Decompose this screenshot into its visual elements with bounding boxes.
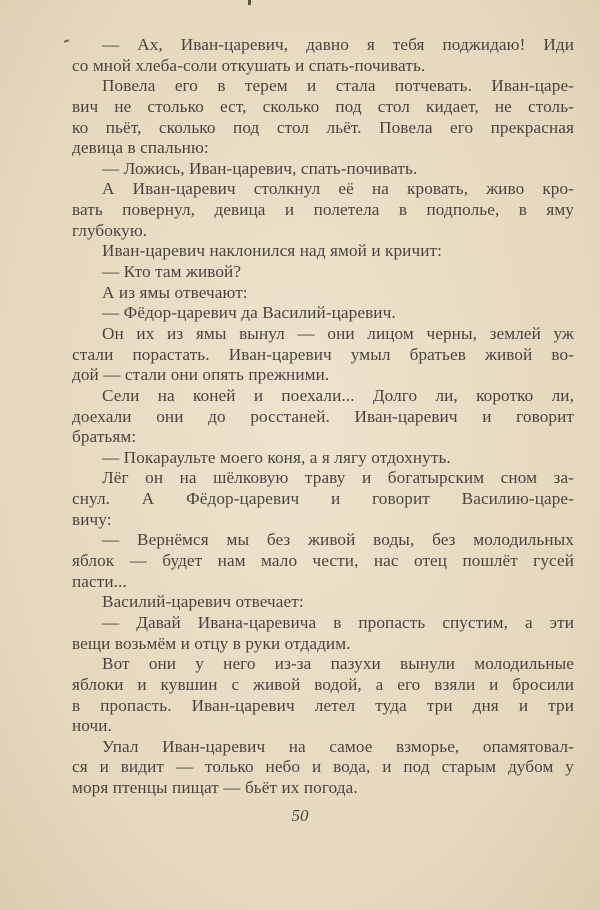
text-line: пасти... — [72, 571, 127, 591]
text-line: — Ложись, Иван-царевич, спать-почивать. — [102, 158, 418, 178]
text-line: вич не столько ест, сколько под стол кидает, не столь- — [72, 96, 574, 116]
page-number: 50 — [291, 806, 309, 825]
text-line: Василий-царевич отвечает: — [102, 592, 304, 612]
page-body-text — [72, 35, 574, 799]
text-line: в пропасть. Иван-царевич летел туда три дня и три — [72, 695, 574, 715]
text-line: Упал Иван-царевич на самое взморье, опамятовал- — [102, 736, 574, 756]
text-line: яблок — будет нам мало чести, нас отец пошлёт гусей — [72, 551, 574, 571]
text-line: стали порастать. Иван-царевич умыл братьев живой во- — [72, 344, 574, 364]
text-line: глубокую. — [72, 220, 148, 240]
text-line: доехали они до росстаней. Иван-царевич и говорит — [72, 406, 574, 426]
text-line: Лёг он на шёлковую траву и богатырским сном за- — [102, 468, 574, 488]
text-line: Повела его в терем и стала потчевать. Иван-царе- — [102, 76, 574, 96]
text-line: яблоки и кувшин с живой водой, а его взяли и бросили — [72, 674, 574, 694]
text-line: вать повернул, девица и полетела в подполье, в яму — [72, 200, 574, 220]
text-line: моря птенцы пищат — бьёт их погода. — [72, 778, 358, 798]
text-line: — Вернёмся мы без живой воды, без молодильных — [102, 530, 574, 550]
text-line: — Давай Ивана-царевича в пропасть спустим, а эти — [102, 612, 574, 632]
text-line: Сели на коней и поехали... Долго ли, коротко ли, — [102, 385, 574, 405]
text-line: — Кто там живой? — [102, 262, 242, 282]
text-line: вещи возьмём и отцу в руки отдадим. — [72, 633, 351, 653]
text-line: братьям: — [72, 427, 137, 447]
text-line: ся и видит — только небо и вода, и под старым дубом у — [72, 757, 574, 777]
text-line: ко пьёт, сколько под стол льёт. Повела его прекрасная — [72, 117, 574, 137]
text-line: — Фёдор-царевич да Василий-царевич. — [102, 303, 396, 323]
text-line: А Иван-царевич столкнул её на кровать, живо кро- — [102, 179, 574, 199]
text-line: — Покараульте моего коня, а я лягу отдохнуть. — [102, 447, 451, 467]
print-mark — [64, 39, 69, 43]
text-line: девица в спальню: — [72, 138, 209, 158]
text-line: со мной хлеба-соли откушать и спать-почивать. — [72, 55, 426, 75]
text-line: вичу: — [72, 509, 112, 529]
text-line: ночи. — [72, 716, 112, 736]
text-line: А из ямы отвечают: — [102, 282, 248, 302]
print-speck — [248, 0, 251, 5]
text-line: Иван-царевич наклонился над ямой и кричит: — [102, 241, 443, 261]
text-line: снул. А Фёдор-царевич и говорит Василию-царе- — [72, 489, 574, 509]
text-line: Вот они у него из-за пазухи вынули молодильные — [102, 654, 574, 674]
text-line: Он их из ямы вынул — они лицом черны, землей уж — [102, 323, 574, 343]
text-line: дой — стали они опять прежними. — [72, 365, 330, 385]
text-line: — Ах, Иван-царевич, давно я тебя поджидаю! Иди — [102, 35, 574, 54]
